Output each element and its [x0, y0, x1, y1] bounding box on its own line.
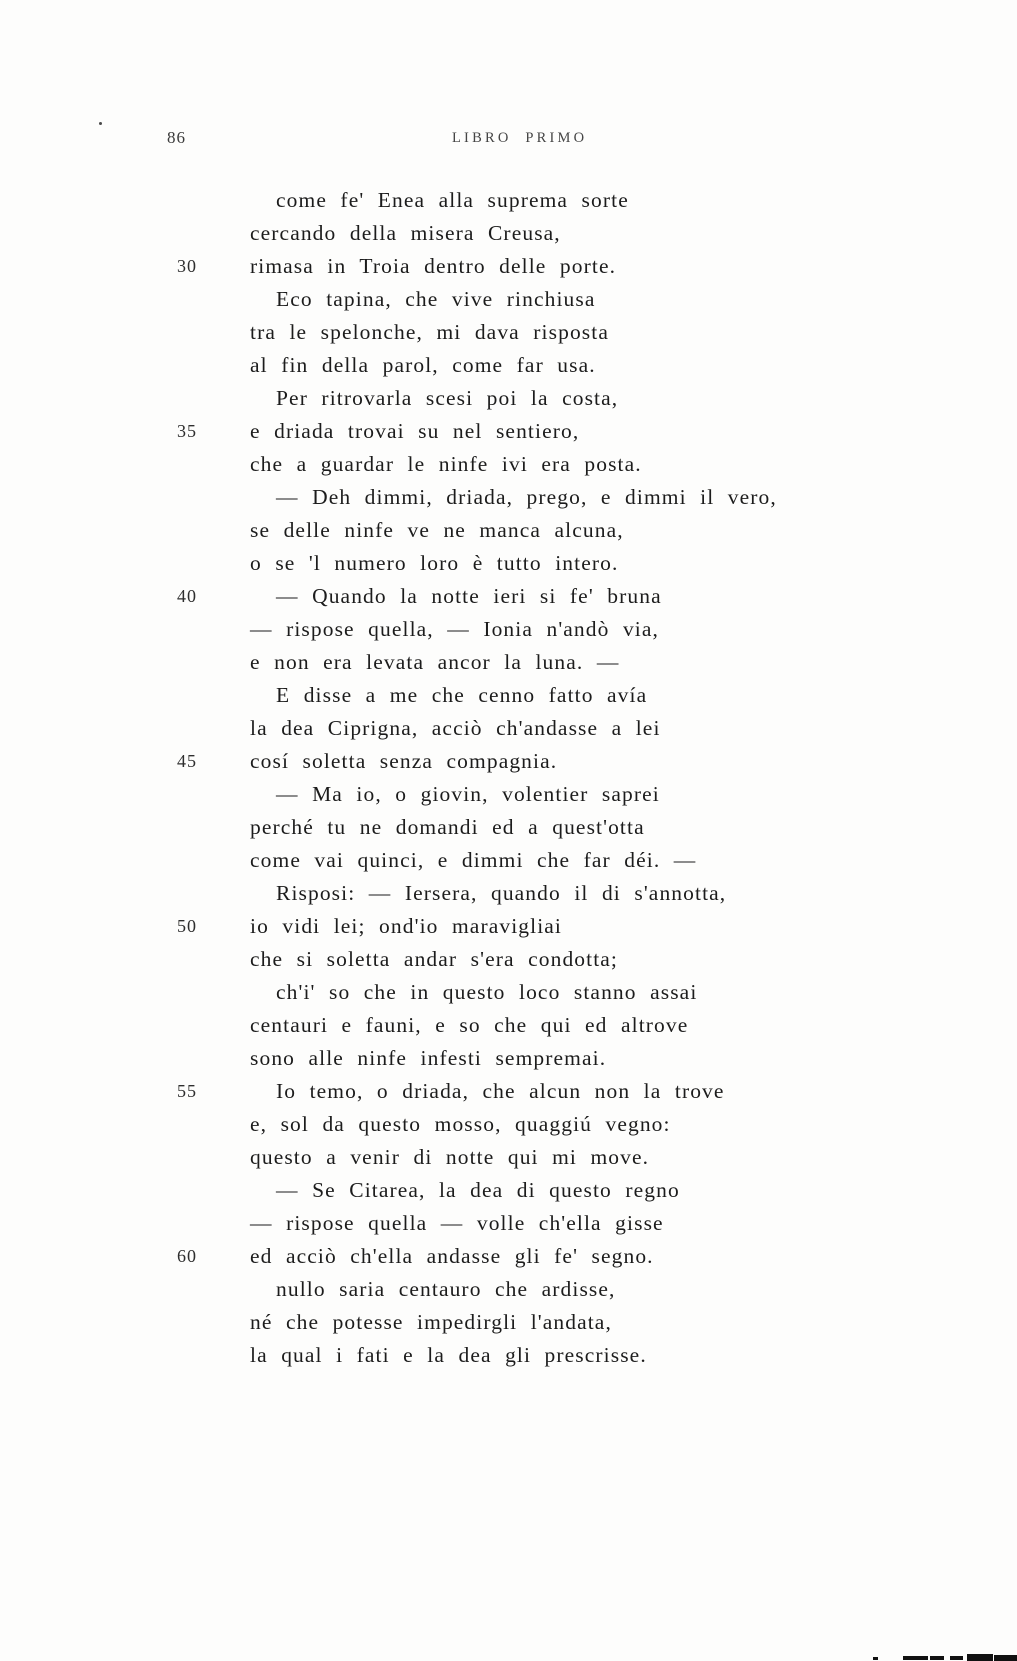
scan-speck	[99, 122, 102, 125]
verse-text: la qual i fati e la dea gli prescrisse.	[250, 1343, 647, 1367]
verse-line	[0, 976, 1017, 1009]
scan-edge-mark	[903, 1656, 928, 1660]
verse-line	[0, 1240, 1017, 1273]
verse-line	[0, 283, 1017, 316]
verse-line	[0, 1174, 1017, 1207]
verse-line	[0, 382, 1017, 415]
line-number: 50	[177, 916, 197, 936]
scan-edge-mark	[930, 1656, 944, 1660]
verse-text: che si soletta andar s'era condotta;	[250, 947, 619, 971]
verse-line	[0, 943, 1017, 976]
verse-line	[0, 1339, 1017, 1372]
verse-line	[0, 811, 1017, 844]
verse-text: Eco tapina, che vive rinchiusa	[276, 287, 596, 311]
verse-line	[0, 613, 1017, 646]
verse-line	[0, 250, 1017, 283]
verse-line	[0, 580, 1017, 613]
verse-text: la dea Ciprigna, acciò ch'andasse a lei	[250, 716, 661, 740]
verse-text: nullo saria centauro che ardisse,	[276, 1277, 616, 1301]
verse-text: come vai quinci, e dimmi che far déi. —	[250, 848, 697, 872]
verse-text: perché tu ne domandi ed a quest'otta	[250, 815, 645, 839]
verse-line	[0, 1207, 1017, 1240]
verse-line	[0, 349, 1017, 382]
verse-text: io vidi lei; ond'io maravigliai	[250, 914, 562, 938]
verse-text: Per ritrovarla scesi poi la costa,	[276, 386, 619, 410]
verse-line	[0, 1042, 1017, 1075]
verse-text: come fe' Enea alla suprema sorte	[276, 188, 629, 212]
verse-text: questo a venir di notte qui mi move.	[250, 1145, 650, 1169]
verse-line	[0, 184, 1017, 217]
verse-text: o se 'l numero loro è tutto intero.	[250, 551, 619, 575]
verse-text: centauri e fauni, e so che qui ed altrove	[250, 1013, 689, 1037]
verse-text: che a guardar le ninfe ivi era posta.	[250, 452, 642, 476]
verse-text: Risposi: — Iersera, quando il di s'annotta,	[276, 881, 727, 905]
scan-edge-mark	[994, 1655, 1017, 1661]
verse-text: sono alle ninfe infesti sempremai.	[250, 1046, 607, 1070]
verse-line	[0, 514, 1017, 547]
verse-text: rimasa in Troia dentro delle porte.	[250, 254, 617, 278]
verse-text: tra le spelonche, mi dava risposta	[250, 320, 609, 344]
page-number: 86	[167, 128, 186, 147]
verse-text: — rispose quella — volle ch'ella gisse	[250, 1211, 664, 1235]
running-title: LIBRO PRIMO	[452, 130, 588, 146]
line-number: 55	[177, 1081, 197, 1101]
verse-line	[0, 415, 1017, 448]
verse-line	[0, 844, 1017, 877]
verse-text: — rispose quella, — Ionia n'andò via,	[250, 617, 659, 641]
verse-line	[0, 1306, 1017, 1339]
verse-text: — Deh dimmi, driada, prego, e dimmi il vero,	[276, 485, 777, 509]
verse-text: — Ma io, o giovin, volentier saprei	[276, 782, 660, 806]
verse-text: al fin della parol, come far usa.	[250, 353, 596, 377]
verse-line	[0, 1075, 1017, 1108]
verse-line	[0, 778, 1017, 811]
scan-edge-mark	[950, 1656, 963, 1660]
verse-line	[0, 679, 1017, 712]
verse-line	[0, 1009, 1017, 1042]
line-number: 30	[177, 256, 197, 276]
verse-text: ch'i' so che in questo loco stanno assai	[276, 980, 698, 1004]
verse-text: e driada trovai su nel sentiero,	[250, 419, 580, 443]
verse-text: E disse a me che cenno fatto avía	[276, 683, 648, 707]
verse-line	[0, 1141, 1017, 1174]
scan-edge-mark	[967, 1654, 993, 1661]
verse-line	[0, 448, 1017, 481]
verse-line	[0, 1273, 1017, 1306]
scan-edge-mark	[873, 1657, 878, 1660]
verse-text: né che potesse impedirgli l'andata,	[250, 1310, 612, 1334]
verse-line	[0, 745, 1017, 778]
verse-text: e, sol da questo mosso, quaggiú vegno:	[250, 1112, 671, 1136]
verse-text: e non era levata ancor la luna. —	[250, 650, 620, 674]
page-header	[0, 126, 1017, 152]
verse-line	[0, 547, 1017, 580]
verse-line	[0, 712, 1017, 745]
verse-block	[0, 184, 1017, 1372]
verse-text: — Quando la notte ieri si fe' bruna	[276, 584, 662, 608]
verse-line	[0, 1108, 1017, 1141]
verse-text: — Se Citarea, la dea di questo regno	[276, 1178, 680, 1202]
verse-line	[0, 910, 1017, 943]
verse-line	[0, 877, 1017, 910]
verse-line	[0, 481, 1017, 514]
line-number: 35	[177, 421, 197, 441]
verse-text: se delle ninfe ve ne manca alcuna,	[250, 518, 624, 542]
verse-text: cosí soletta senza compagnia.	[250, 749, 558, 773]
line-number: 40	[177, 586, 197, 606]
line-number: 60	[177, 1246, 197, 1266]
verse-text: Io temo, o driada, che alcun non la trove	[276, 1079, 725, 1103]
verse-line	[0, 646, 1017, 679]
line-number: 45	[177, 751, 197, 771]
verse-text: ed acciò ch'ella andasse gli fe' segno.	[250, 1244, 654, 1268]
verse-line	[0, 217, 1017, 250]
verse-text: cercando della misera Creusa,	[250, 221, 561, 245]
verse-line	[0, 316, 1017, 349]
